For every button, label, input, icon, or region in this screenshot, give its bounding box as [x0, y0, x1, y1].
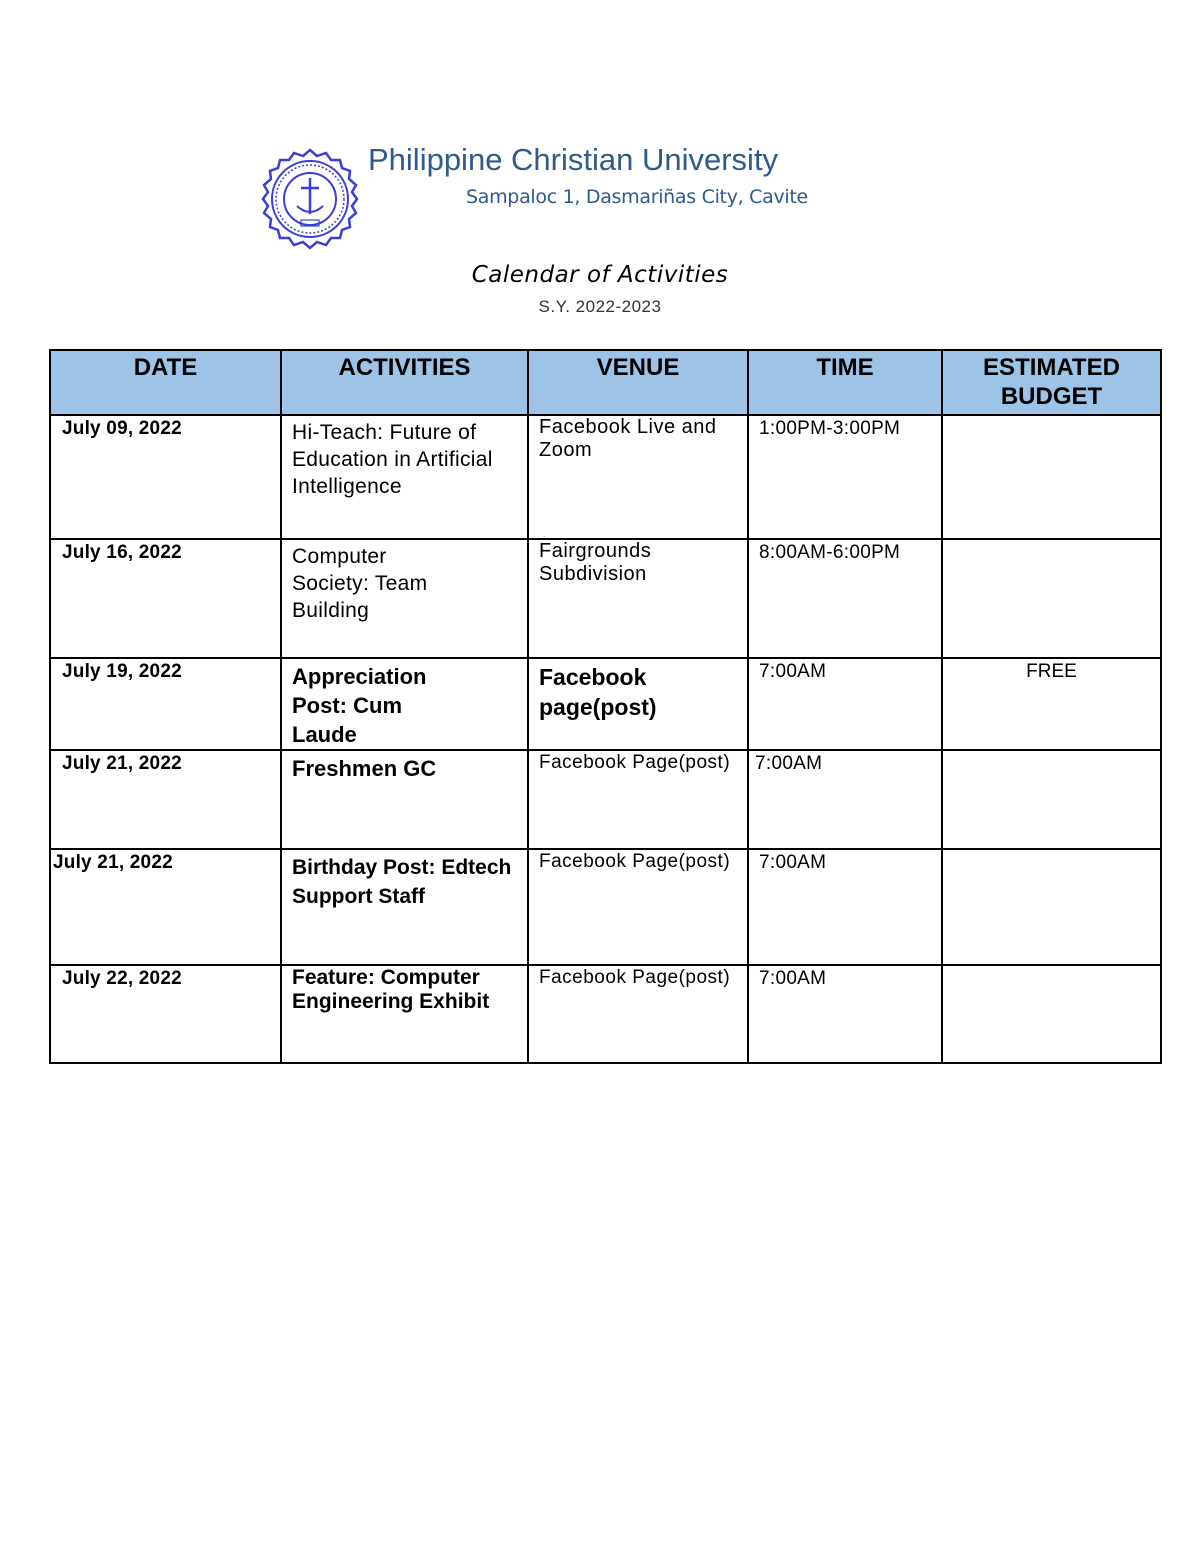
budget-cell — [942, 965, 1161, 1063]
date-cell: July 16, 2022 — [50, 539, 281, 658]
column-header-estimated-budget: ESTIMATED BUDGET — [942, 350, 1161, 415]
budget-cell — [942, 539, 1161, 658]
table-row — [50, 849, 1161, 965]
date-cell: July 21, 2022 — [50, 849, 281, 965]
date-cell: July 09, 2022 — [50, 415, 281, 539]
column-header-date: DATE — [50, 350, 281, 415]
table-row — [50, 750, 1161, 849]
table-row — [50, 415, 1161, 539]
activities-table — [49, 349, 1162, 1064]
table-row — [50, 539, 1161, 658]
university-seal-icon — [257, 148, 363, 250]
venue-cell: Facebook Page(post) — [528, 965, 748, 1063]
column-header-time: TIME — [748, 350, 942, 415]
budget-cell — [942, 750, 1161, 849]
activity-cell: Hi-Teach: Future of Education in Artificial Intelligence — [281, 415, 528, 539]
activity-cell: Computer Society: Team Building — [281, 539, 528, 658]
venue-cell: Facebook Page(post) — [528, 750, 748, 849]
table-row — [50, 965, 1161, 1063]
time-cell: 7:00AM — [748, 849, 942, 965]
budget-cell: FREE — [942, 658, 1161, 750]
time-cell: 7:00AM — [748, 658, 942, 750]
venue-cell: Fairgrounds Subdivision — [528, 539, 748, 658]
budget-cell — [942, 849, 1161, 965]
time-cell: 7:00AM — [748, 750, 942, 849]
table-row — [50, 658, 1161, 750]
activity-cell: Birthday Post: Edtech Support Staff — [281, 849, 528, 965]
venue-cell: Facebook Page(post) — [528, 849, 748, 965]
venue-cell: Facebook page(post) — [528, 658, 748, 750]
date-cell: July 21, 2022 — [50, 750, 281, 849]
date-cell: July 22, 2022 — [50, 965, 281, 1063]
time-cell: 8:00AM-6:00PM — [748, 539, 942, 658]
activity-cell: Freshmen GC — [281, 750, 528, 849]
column-header-venue: VENUE — [528, 350, 748, 415]
date-cell: July 19, 2022 — [50, 658, 281, 750]
university-name: Philippine Christian University — [368, 142, 779, 177]
budget-cell — [942, 415, 1161, 539]
column-header-activities: ACTIVITIES — [281, 350, 528, 415]
university-address: Sampaloc 1, Dasmariñas City, Cavite — [466, 186, 808, 208]
venue-cell: Facebook Live and Zoom — [528, 415, 748, 539]
activity-cell: Appreciation Post: Cum Laude — [281, 658, 528, 750]
time-cell: 7:00AM — [748, 965, 942, 1063]
table-header-row — [50, 350, 1161, 415]
time-cell: 1:00PM-3:00PM — [748, 415, 942, 539]
document-title: Calendar of Activities — [471, 262, 729, 288]
activity-cell: Feature: Computer Engineering Exhibit — [281, 965, 528, 1063]
school-year: S.Y. 2022-2023 — [538, 297, 662, 316]
